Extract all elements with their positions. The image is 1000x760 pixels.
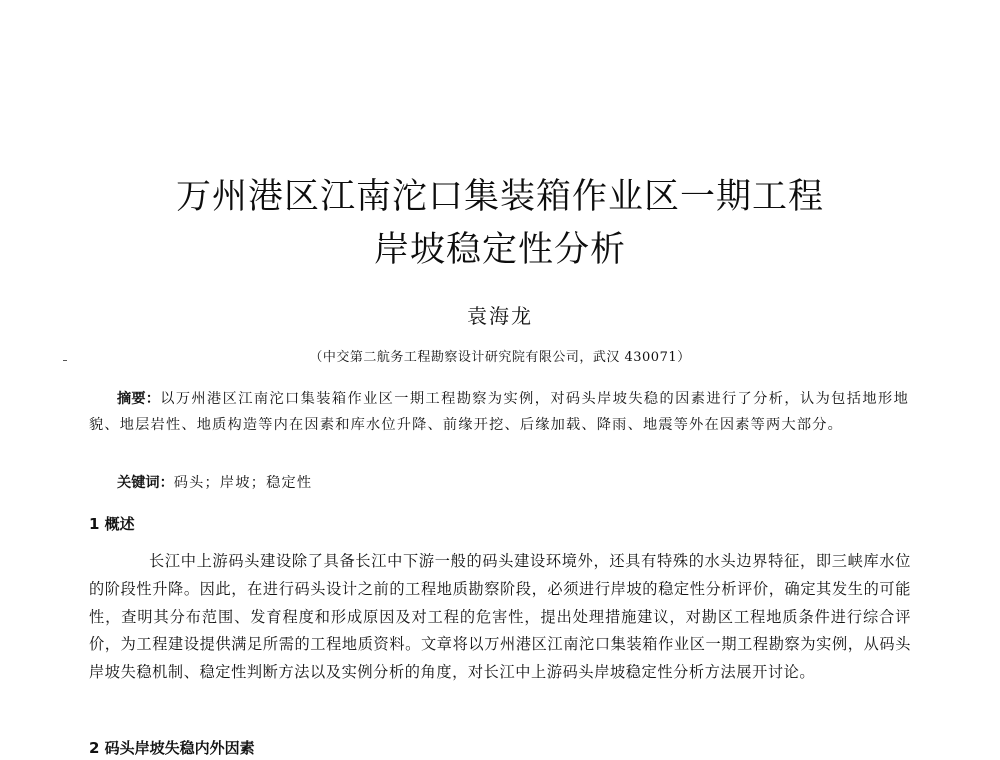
keywords-label: 关键词： xyxy=(117,475,174,491)
paper-title-line-1: 万州港区江南沱口集装箱作业区一期工程 xyxy=(175,177,824,217)
abstract xyxy=(89,386,909,438)
author-affiliation: （中交第二航务工程勘察设计研究院有限公司，武汉 430071） xyxy=(309,350,691,365)
section-body-overview: 长江中上游码头建设除了具备长江中下游一般的码头建设环境外，还具有特殊的水头边界特征，即三峡库水位的阶段性升降。因此，在进行码头设计之前的工程地质勘察阶段，必须进行岸坡的稳定性分析评价，确定其发生的可能性，查明其分布范围、发育程度和形成原因及对工程的危害性，提出处理措施建议，对勘区工程地质条件进行综合评价，为工程建设提供满足所需的工程地质资料。文章将以万州港区江南沱口集装箱作业区一期工程勘察为实例，从码头岸坡失稳机制、稳定性判断方法以及实例分析的角度，对长江中上游码头岸坡稳定性分析方法展开讨论。 xyxy=(89,552,911,682)
abstract-label: 摘要： xyxy=(117,391,161,407)
section-heading-factors: 2 码头岸坡失稳内外因素 xyxy=(89,739,255,757)
section-heading-overview: 1 概述 xyxy=(89,515,135,533)
author-name: 袁海龙 xyxy=(467,304,533,328)
paper-title-line-2: 岸坡稳定性分析 xyxy=(373,230,626,270)
keywords xyxy=(117,472,312,494)
abstract-text: 以万州港区江南沱口集装箱作业区一期工程勘察为实例，对码头岸坡失稳的因素进行了分析，认为包括地形地貌、地层岩性、地质构造等内在因素和库水位升降、前缘开挖、后缘加载、降雨、地震等外在因素等两大部分。 xyxy=(89,391,909,433)
keywords-text: 码头；岸坡；稳定性 xyxy=(173,475,313,491)
